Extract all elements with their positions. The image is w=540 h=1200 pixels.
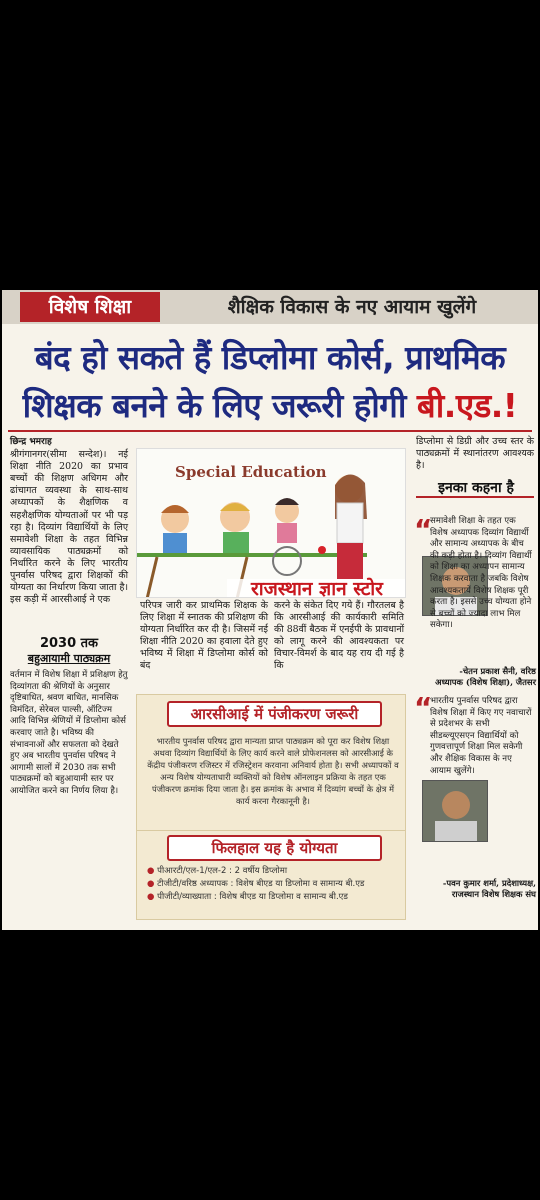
section-tag: विशेष शिक्षा: [20, 292, 160, 322]
headline-line-1: बंद हो सकते हैं डिप्लोमा कोर्स, प्राथमिक: [34, 338, 506, 377]
eligibility-box: [136, 830, 406, 920]
section-header-bar: [2, 290, 538, 324]
article-column-2: परिपत्र जारी कर प्राथमिक शिक्षक के लिए शिक्षा में स्नातक की प्रशिक्षण की योग्यता निर्धारित कर दी है। जिसमें नई शिक्षा नीति 2020 का हवाला देते हुए भविष्य में शिक्षा में डिप्लोमा कोर्स को बंद: [140, 600, 268, 672]
eligibility-list: [147, 865, 402, 904]
byline: छिन्द्र भमराह: [10, 437, 52, 447]
registration-box-body: भारतीय पुनर्वास परिषद द्वारा मान्यता प्राप्त पाठ्यक्रम को पूरा कर विशेष शिक्षा अथवा दिव्यांग विद्यार्थियों के लिए कार्य करने वाले प्रोफेशनलस को आरसीआई के केंद्रीय पंजीकरण रजिस्टर में रजिस्ट्रेशन करवाना अनिवार्य होता है। सभी अध्यापकों व अन्य विशेष योग्यताधारी व्यक्तियों को विशेष ऑनलाइन प्रक्रिया के तहत एक पंजीकरण क्रमांक दिया जाता है। इस क्रमांक के अभाव में दिव्यांग बच्चों के क्षेत्र में कार्य करना गैरकानूनी है।: [147, 736, 399, 806]
quote-2-author-line2: राजस्थान विशेष शिक्षक संघ: [451, 889, 536, 899]
illustration-watermark: राजस्थान ज्ञान स्टोर: [227, 579, 406, 598]
photo-pawan-kumar-sharma: [422, 780, 488, 842]
quote-2-author: [416, 878, 536, 900]
quotes-divider: [416, 496, 534, 498]
classroom-drawing: [137, 449, 406, 598]
subhead-2030: [10, 636, 128, 666]
headline-line-2: [2, 382, 538, 427]
newspaper-clipping: [2, 290, 538, 930]
portrait-icon-2: [423, 781, 488, 842]
quotes-heading: इनका कहना है: [438, 480, 514, 496]
quote-2-author-line1: -पवन कुमार शर्मा, प्रदेशाध्यक्ष,: [442, 878, 536, 888]
article-column-3: करने के संकेत दिए गये हैं। गौरतलब है कि आरसीआई की कार्यकारी समिति की 88वीं बैठक में एनईपी के प्रावधानों को लागू करने की आवश्यकता पर विचार-विमर्श के बाद यह राय दी गई है कि: [274, 600, 404, 672]
subhead-2030-line1: 2030 तक: [39, 636, 99, 651]
quote-1-author-line2: अध्यापक (विशेष शिक्षा), जैतसर: [435, 677, 536, 687]
quote-mark-icon-2: “: [414, 691, 433, 724]
article-col1-text: श्रीगंगानगर(सीमा सन्देश)। नई शिक्षा नीति 2020 का प्रभाव बच्चों की शिक्षण अधिगम और ढांचागत व्यवस्था के साथ-साथ अध्यापकों के शैक्षणिक व सहशैक्षणिक योग्यताओं पर भी पड़ रहा है। दिव्यांग विद्यार्थियों के लिए समावेशी शिक्षा के तहत विभिन्न व्यावसायिक पाठ्यक्रमों को निर्धारित करने के लिए भारतीय पुनर्वास परिषद द्वारा शिक्षकों की योग्यता का निर्धारण किया जाता है। इस कड़ी में आरसीआई ने एक: [10, 449, 128, 606]
subhead-2030-line2: बहुआयामी पाठ्यक्रम: [27, 652, 111, 665]
eligibility-item: ● टीजीटी/वरिष्ठ अध्यापक : विशेष बीएड या डिप्लोमा व सामान्य बी.एड: [147, 878, 402, 891]
eligibility-item: ● पीजीटी/व्याख्याता : विशेष बीएड या डिप्लोमा व सामान्य बी.एड: [147, 891, 402, 904]
quote-mark-icon: “: [414, 513, 433, 546]
section-tagline: शैक्षिक विकास के नए आयाम खुलेंगे: [227, 296, 477, 318]
registration-box: [136, 694, 406, 834]
quote-1-author: [416, 666, 536, 688]
quote-1-author-line1: -चेतन प्रकाश सैनी, वरिष्ठ: [459, 666, 536, 676]
eligibility-item: ● पीआरटी/एल-1/एल-2 : 2 वर्षीय डिप्लोमा: [147, 865, 402, 878]
registration-box-title: आरसीआई में पंजीकरण जरूरी: [167, 701, 382, 727]
article-column-4-top: डिप्लोमा से डिग्री और उच्च स्तर के पाठ्यक्रमों में स्थानांतरण आवश्यक है।: [416, 436, 534, 472]
quote-1-text: समावेशी शिक्षा के तहत एक विशेष अध्यापक दिव्यांग विद्यार्थी और सामान्य अध्यापक के बीच की कड़ी होता है। दिव्यांग विद्यार्थी को शिक्षा का अध्यापन सामान्य शिक्षक करवाता है जबकि विशेष आवश्यकतायें विशेष शिक्षक पूरी करता है। इससे उच्च योग्यता होने से बच्चों को ज्यादा लाभ मिल सकेगा।: [430, 516, 532, 631]
headline-divider: [8, 430, 532, 432]
special-education-illustration: [136, 448, 406, 598]
eligibility-box-title: फिलहाल यह है योग्यता: [167, 835, 382, 861]
quote-2-text: भारतीय पुनर्वास परिषद द्वारा विशेष शिक्षा में किए गए नवाचारों से प्रदेशभर के सभी सीडब्ल्यूएसएन विद्यार्थियों को गुणवत्तापूर्ण शिक्षा मिल सकेगी और शैक्षिक विकास के नए आयाम खुलेंगे।: [430, 696, 532, 776]
article-col1-lower: वर्तमान में विशेष शिक्षा में प्रशिक्षण हेतु दिव्यांगता की श्रेणियों के अनुसार दृष्टिबाधित, श्रवण बाधित, मानसिक विमंदित, सेरेबल पाल्सी, ऑटिज्म आदि विभिन्न श्रेणियों में डिप्लोमा कोर्स करवाए जाते है। भविष्य की संभावनाओं और सफलता को देखते हुए अब भारतीय पुनर्वास परिषद ने आगामी सालों में 2030 तक सभी पाठ्यक्रमों को बहुआयामी स्तर पर आयोजित करने का निर्णय लिया है।: [10, 670, 128, 796]
headline-line-2-accent: बी.एड.!: [416, 386, 518, 425]
article-column-1: [10, 436, 128, 607]
illustration-title: Special Education: [175, 463, 327, 481]
headline-line-2-main: शिक्षक बनने के लिए जरूरी होगी: [22, 386, 417, 425]
